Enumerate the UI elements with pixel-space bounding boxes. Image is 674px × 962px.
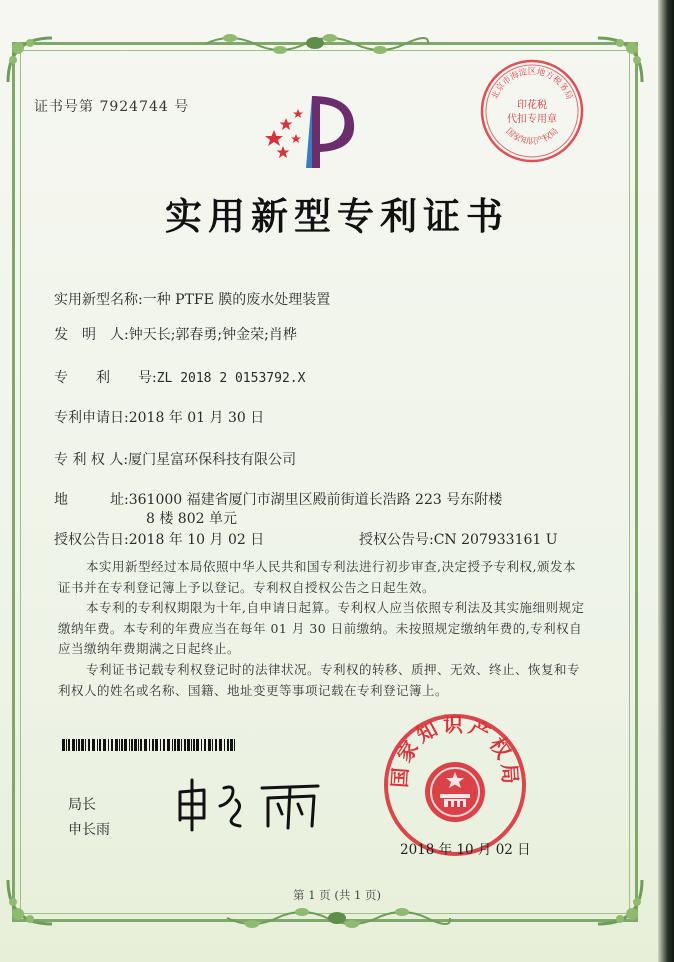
- barcode-bar: [88, 739, 90, 751]
- certificate-number-value: 7924744: [99, 99, 169, 115]
- inventor-label: 发 明 人:: [54, 327, 129, 343]
- filing-date-label: 专利申请日:: [54, 410, 129, 426]
- patent-number-label: 专 利 号:: [54, 370, 157, 386]
- barcode-bar: [219, 739, 222, 751]
- grant-pub-date-label: 授权公告日:: [54, 532, 129, 548]
- body-paragraph-3: 专利证书记载专利权登记时的法律状况。专利权的转移、质押、无效、终止、恢复和专利权人的姓名或名称、国籍、地址变更等事项记载在专利登记簿上。: [58, 662, 581, 698]
- tax-seal-ring-text: 北京市海淀区地方税务局: [490, 67, 574, 102]
- barcode-bar: [196, 739, 199, 751]
- patentee-value: 厦门星富环保科技有限公司: [128, 452, 297, 468]
- barcode-bar: [155, 739, 158, 751]
- barcode-bar: [224, 739, 225, 751]
- certificate-title: 实用新型专利证书: [165, 194, 509, 238]
- tax-seal-mid1: 印花税: [517, 100, 547, 111]
- barcode-bar: [172, 739, 173, 751]
- barcode-bar: [181, 739, 182, 751]
- barcode-bar: [119, 739, 120, 751]
- grant-pub-date-row: [54, 529, 264, 549]
- barcode-bar: [131, 739, 133, 751]
- inventor-row: [54, 324, 297, 344]
- barcode-bar: [124, 739, 127, 751]
- tax-seal-bottom-text: 国家知识产权局: [503, 126, 561, 147]
- barcode-bar: [234, 739, 235, 751]
- issue-date: 2018 年 10 月 02 日: [400, 842, 531, 858]
- certificate-number-label: 证书号第: [34, 99, 94, 115]
- scan-edge: [658, 0, 674, 962]
- barcode-bar: [72, 739, 75, 751]
- barcode-bar: [115, 739, 118, 751]
- barcode-bar: [78, 739, 80, 751]
- director-signature: [170, 774, 330, 834]
- grant-pub-no-row: [359, 529, 558, 549]
- barcode-bar: [144, 739, 147, 751]
- barcode-bar: [66, 739, 67, 751]
- barcode-bar: [99, 739, 101, 751]
- seal-ring-text: 国家知识产权局: [387, 712, 523, 789]
- barcode-bar: [76, 739, 77, 751]
- barcode-bar: [108, 739, 109, 751]
- barcode-bar: [140, 739, 142, 751]
- barcode-bar: [174, 739, 176, 751]
- barcode-bar: [85, 739, 86, 751]
- address-label: 地 址:: [54, 492, 129, 508]
- certificate-number-suffix: 号: [174, 99, 190, 115]
- barcode-bar: [201, 739, 202, 751]
- barcode-bar: [160, 739, 161, 751]
- barcode-bar: [208, 739, 211, 751]
- body-paragraph-1: 本实用新型经过本局依照中华人民共和国专利法进行初步审查,决定授予专利权,颁发本证书并在专利登记簿上予以登记。专利权自授权公告之日起生效。: [58, 559, 576, 595]
- patent-number-value: ZL 2018 2 0153792.X: [156, 371, 306, 386]
- barcode: [62, 739, 238, 751]
- barcode-bar: [103, 739, 106, 751]
- filing-date-row: [54, 407, 264, 427]
- grant-pub-date-value: 2018 年 10 月 02 日: [128, 532, 265, 548]
- utility-name-label: 实用新型名称:: [54, 292, 143, 308]
- barcode-bar: [184, 739, 186, 751]
- page-number: 第 1 页 (共 1 页): [293, 888, 381, 902]
- director-name: 申长雨: [68, 822, 110, 838]
- barcode-bar: [193, 739, 195, 751]
- patentee-label: 专 利 权 人:: [54, 452, 129, 468]
- barcode-bar: [121, 739, 123, 751]
- barcode-bar: [62, 739, 65, 751]
- barcode-bar: [177, 739, 180, 751]
- barcode-bar: [68, 739, 70, 751]
- address-line1: 361000 福建省厦门市湖里区殿前街道长浩路 223 号东附楼: [128, 492, 503, 508]
- bottom-vine-ornament: [222, 906, 452, 932]
- patent-number-row: [54, 367, 305, 387]
- body-paragraph-2: 本专利的专利权期限为十年,自申请日起算。专利权人应当依照专利法及其实施细则规定缴纳年费。本专利的年费应当在每年 01 月 30 日前缴纳。未按照规定缴纳年费的,专利权自应当缴纳年费期满之日起终止。: [58, 600, 585, 656]
- utility-name-row: [54, 289, 330, 309]
- address-row: [54, 489, 502, 509]
- top-vine-ornament: [200, 30, 430, 56]
- barcode-bar: [149, 739, 150, 751]
- barcode-bar: [97, 739, 98, 751]
- barcode-bar: [204, 739, 206, 751]
- barcode-bar: [187, 739, 190, 751]
- barcode-bar: [191, 739, 192, 751]
- barcode-bar: [163, 739, 165, 751]
- corner-ornament-tl: [4, 34, 56, 86]
- corner-ornament-tr: [594, 34, 646, 86]
- barcode-bar: [81, 739, 84, 751]
- barcode-bar: [230, 739, 233, 751]
- certificate-number: [34, 96, 189, 116]
- grant-pub-no-label: 授权公告号:: [359, 532, 434, 548]
- cnipa-official-seal: [382, 712, 528, 858]
- grant-pub-no-value: CN 207933161 U: [433, 532, 558, 548]
- barcode-bar: [92, 739, 95, 751]
- address-line2: 8 楼 802 单元: [146, 511, 237, 527]
- barcode-bar: [212, 739, 213, 751]
- barcode-bar: [129, 739, 130, 751]
- patentee-row: [54, 449, 296, 469]
- director-title: 局长: [68, 797, 96, 813]
- barcode-bar: [134, 739, 137, 751]
- utility-name-value: 一种 PTFE 膜的废水处理装置: [142, 292, 331, 308]
- tax-seal: [477, 56, 587, 166]
- inventor-value: 钟天长;郭春勇;钟金荣;肖桦: [128, 327, 297, 343]
- cnipa-logo-icon: [256, 92, 366, 172]
- filing-date-value: 2018 年 01 月 30 日: [128, 410, 265, 426]
- barcode-bar: [138, 739, 139, 751]
- barcode-bar: [167, 739, 170, 751]
- svg-text:国家知识产权局: [504, 127, 561, 147]
- barcode-bar: [111, 739, 113, 751]
- tax-seal-mid2: 代扣专用章: [507, 114, 557, 125]
- barcode-bar: [152, 739, 154, 751]
- national-emblem-icon: [425, 762, 485, 822]
- barcode-bar: [227, 739, 229, 751]
- barcode-bar: [215, 739, 217, 751]
